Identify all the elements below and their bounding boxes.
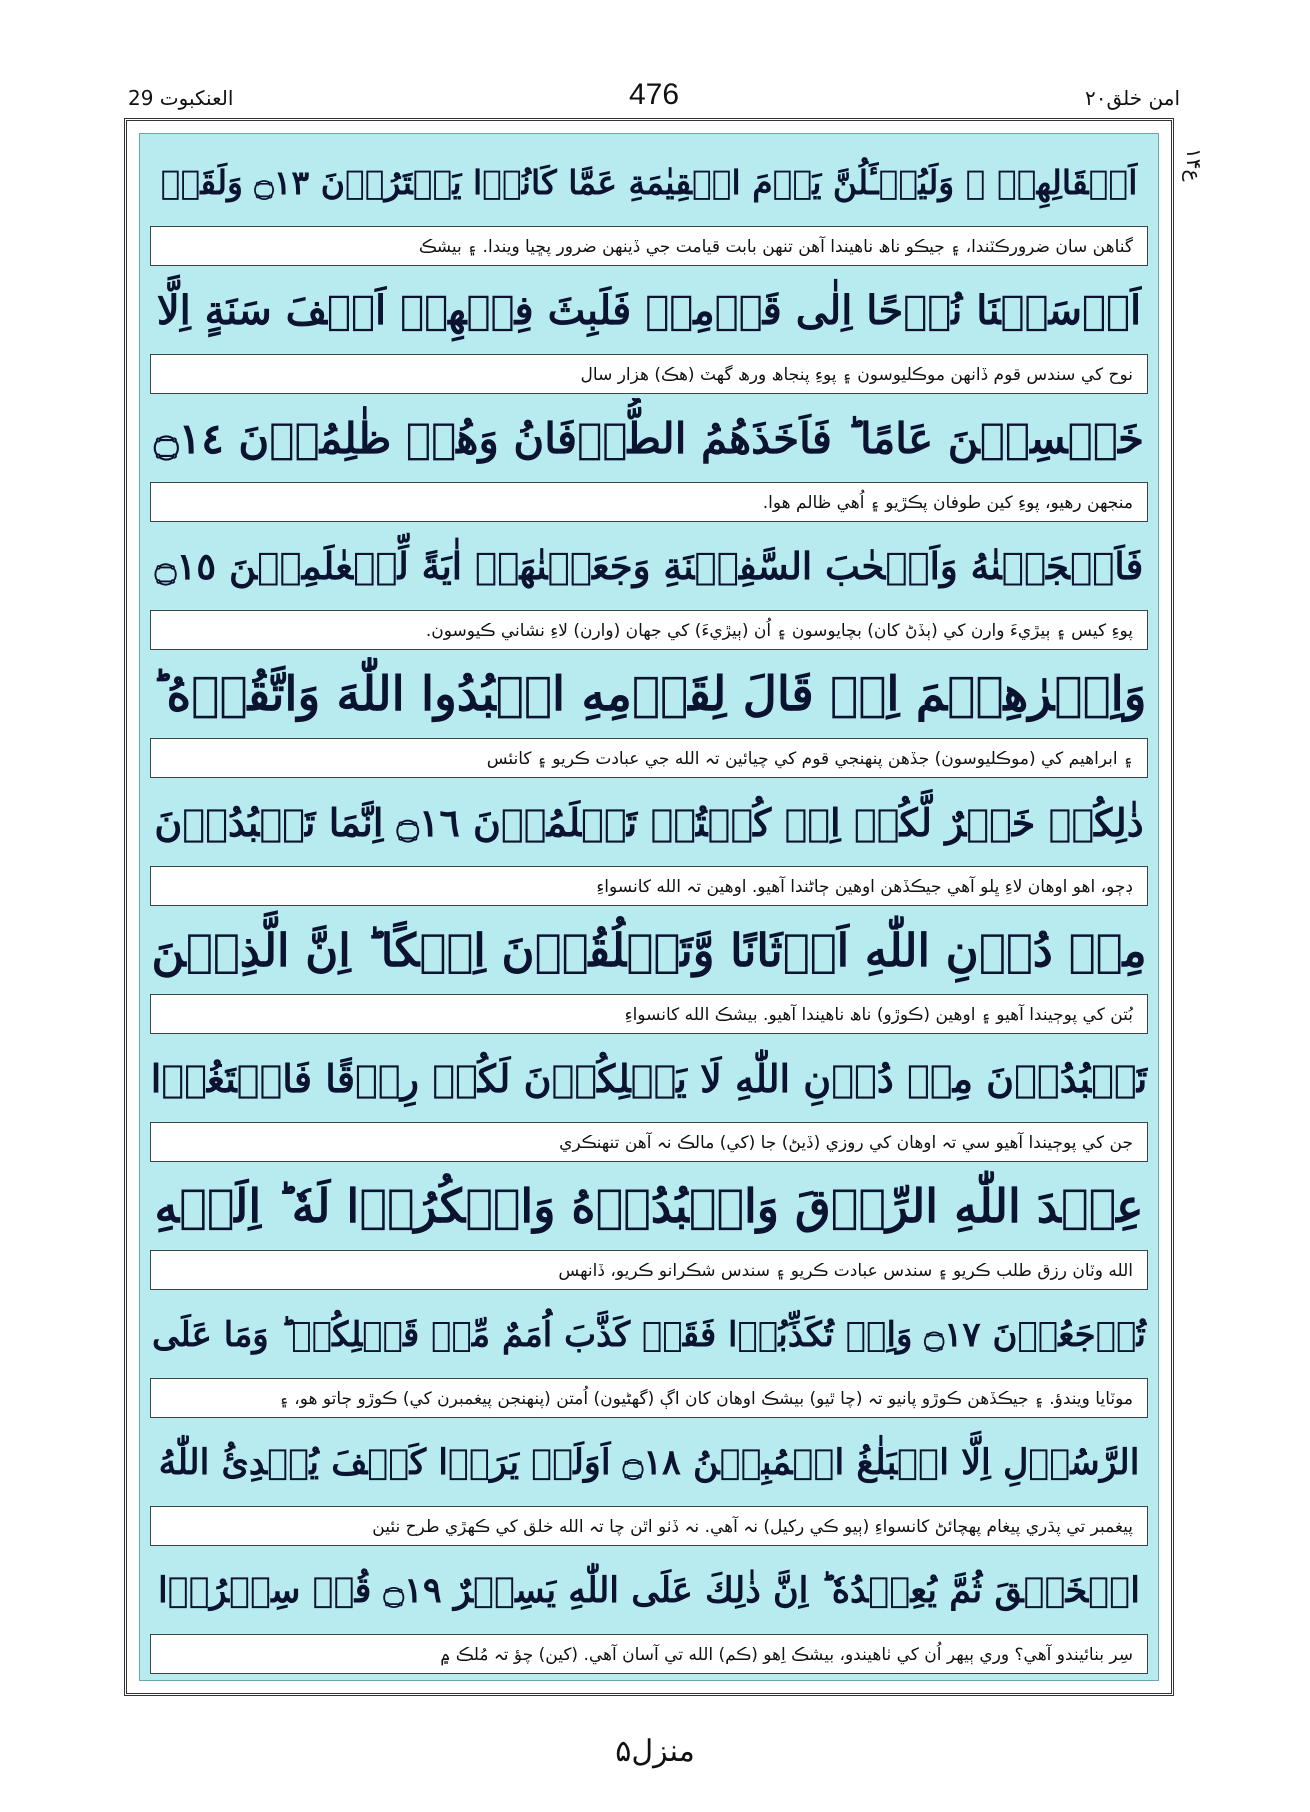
- translation-line: الله وٽان رزق طلب ڪريو ۽ سندس عبادت ڪريو ۽ سندس شڪرانو ڪريو، ڏانهس: [150, 1250, 1148, 1290]
- manzil-label: منزل۵: [615, 1734, 695, 1769]
- translation-line: منجهن رهيو، پوءِ کين طوفان پڪڙيو ۽ اُهي ظالم هوا.: [150, 482, 1148, 522]
- translation-line: موٽايا ويندؤ. ۽ جيڪڏهن ڪوڙو پانيو تہ (چا ٿيو) بيشڪ اوهان کان اڳ (گھڻيون) اُمتن (پنهنجن پيغمبرن کي) ڪوڙو ڄاتو هو، ۽: [150, 1378, 1148, 1418]
- translation-line: سِر بنائيندو آهي؟ وري ٻيهر اُن کي ٺاهيندو، بيشڪ اِهو (ڪم) الله تي آسان آهي. (کين) چؤ تہ مُلڪ ۾: [150, 1634, 1148, 1674]
- surah-name: العنكبوت 29: [128, 86, 234, 110]
- arabic-line: خَمۡسِيۡنَ عَامًا ؕ فَاَخَذَهُمُ الطُّوۡفَانُ وَهُمۡ ظٰلِمُوۡنَ ۝١٤: [154, 413, 1144, 463]
- translation-line: گناهن سان ضرورڪٽندا، ۽ جيڪو ناھ ناهيندا آهن تنهن بابت قيامت جي ڏينهن ضرور پڇيا ويندا. ۽ بيشڪ: [150, 226, 1148, 266]
- arabic-line: تَعۡبُدُوۡنَ مِنۡ دُوۡنِ اللّٰهِ لَا يَمۡلِكُوۡنَ لَكُمۡ رِزۡقًا فَابۡتَغُوۡا: [150, 1055, 1148, 1101]
- arabic-line: الۡخَلۡقَ ثُمَّ يُعِيۡدُهٗ ؕ اِنَّ ذٰلِكَ عَلَى اللّٰهِ يَسِيۡرٌ ۝١٩ قُلۡ سِيۡرُوۡا: [158, 1569, 1140, 1611]
- translation-line: بُتن کي پوڄيندا آهيو ۽ اوهين (ڪوڙو) ناھ ناهيندا آهيو. بيشڪ الله کانسواءِ: [150, 994, 1148, 1034]
- arabic-line: تُرۡجَعُوۡنَ ۝١٧ وَاِنۡ تُكَذِّبُوۡا فَقَدۡ كَذَّبَ اُمَمٌ مِّنۡ قَبۡلِكُمۡ ؕ وَمَا عَلَى: [152, 1314, 1146, 1355]
- juz-name: امن خلق۲۰: [1085, 86, 1180, 110]
- page-header: [128, 78, 1180, 118]
- arabic-line: اَثۡقَالِهِمۡ ۫ وَلَيُسۡـَٔلُنَّ يَوۡمَ الۡقِيٰمَةِ عَمَّا كَانُوۡا يَفۡتَرُوۡنَ ۝١٣ وَلَقَدۡ: [160, 162, 1138, 202]
- ruku-marker: ع۱۴: [1182, 148, 1206, 182]
- page-number: 476: [628, 78, 680, 111]
- translation-line: نوح کي سندس قوم ڏانهن موڪليوسون ۽ پوءِ پنجاھ ورھ گھٽ (هڪ) هزار سال: [150, 354, 1148, 394]
- page-frame: [124, 118, 1174, 1696]
- translation-line: پوءِ کيس ۽ ٻيڙيءَ وارن کي (ٻڏڻ کان) بچايوسون ۽ اُن (ٻيڙيءَ) کي جهان (وارن) لاءِ نشاني ڪيوسون.: [150, 610, 1148, 650]
- translation-line: ۽ ابراهيم کي (موڪليوسون) جڏهن پنهنجي قوم کي چيائين تہ الله جي عبادت ڪريو ۽ کانئس: [150, 738, 1148, 778]
- arabic-line: اَرۡسَلۡنَا نُوۡحًا اِلٰى قَوۡمِهٖ فَلَبِثَ فِيۡهِمۡ اَلۡفَ سَنَةٍ اِلَّا: [156, 286, 1142, 334]
- arabic-line: مِنۡ دُوۡنِ اللّٰهِ اَوۡثَانًا وَّتَخۡلُقُوۡنَ اِفۡكًا ؕ اِنَّ الَّذِيۡنَ: [151, 923, 1147, 977]
- arabic-line: ذٰلِكُمۡ خَيۡرٌ لَّكُمۡ اِنۡ كُنۡتُمۡ تَعۡلَمُوۡنَ ۝١٦ اِنَّمَا تَعۡبُدُوۡنَ: [154, 799, 1144, 845]
- translation-line: جن کي پوڄيندا آهيو سي تہ اوهان کي روزي (ڏيڻ) جا (کي) مالڪ نہ آهن تنهنڪري: [150, 1122, 1148, 1162]
- arabic-line: الرَّسُوۡلِ اِلَّا الۡبَلٰغُ الۡمُبِيۡنُ ۝١٨ اَوَلَمۡ يَرَوۡا كَيۡفَ يُبۡدِئُ اللّٰهُ: [158, 1441, 1140, 1483]
- arabic-line: وَاِبۡرٰهِيۡمَ اِذۡ قَالَ لِقَوۡمِهِ اعۡبُدُوا اللّٰهَ وَاتَّقُوۡهُ ؕ: [151, 666, 1147, 722]
- arabic-line: فَاَنۡجَيۡنٰهُ وَاَصۡحٰبَ السَّفِيۡنَةِ وَجَعَلۡنٰهَاۤ اٰيَةً لِّلۡعٰلَمِيۡنَ ۝١٥: [154, 544, 1144, 588]
- translation-line: ڊڄو، اهو اوهان لاءِ ڀلو آهي جيڪڏهن اوهين ڄاڻندا آهيو. اوهين تہ الله کانسواءِ: [150, 866, 1148, 906]
- text-panel: [139, 133, 1159, 1681]
- translation-line: پيغمبر تي پڌري پيغام پهچائڻ کانسواءِ (ٻيو ڪي رکيل) نہ آهي. نہ ڏٺو اٿن چا تہ الله خلق کي ڪهڙي طرح نئين: [150, 1506, 1148, 1546]
- arabic-line: عِنۡدَ اللّٰهِ الرِّزۡقَ وَاعۡبُدُوۡهُ وَاشۡكُرُوۡا لَهٗ ؕ اِلَيۡهِ: [154, 1179, 1144, 1233]
